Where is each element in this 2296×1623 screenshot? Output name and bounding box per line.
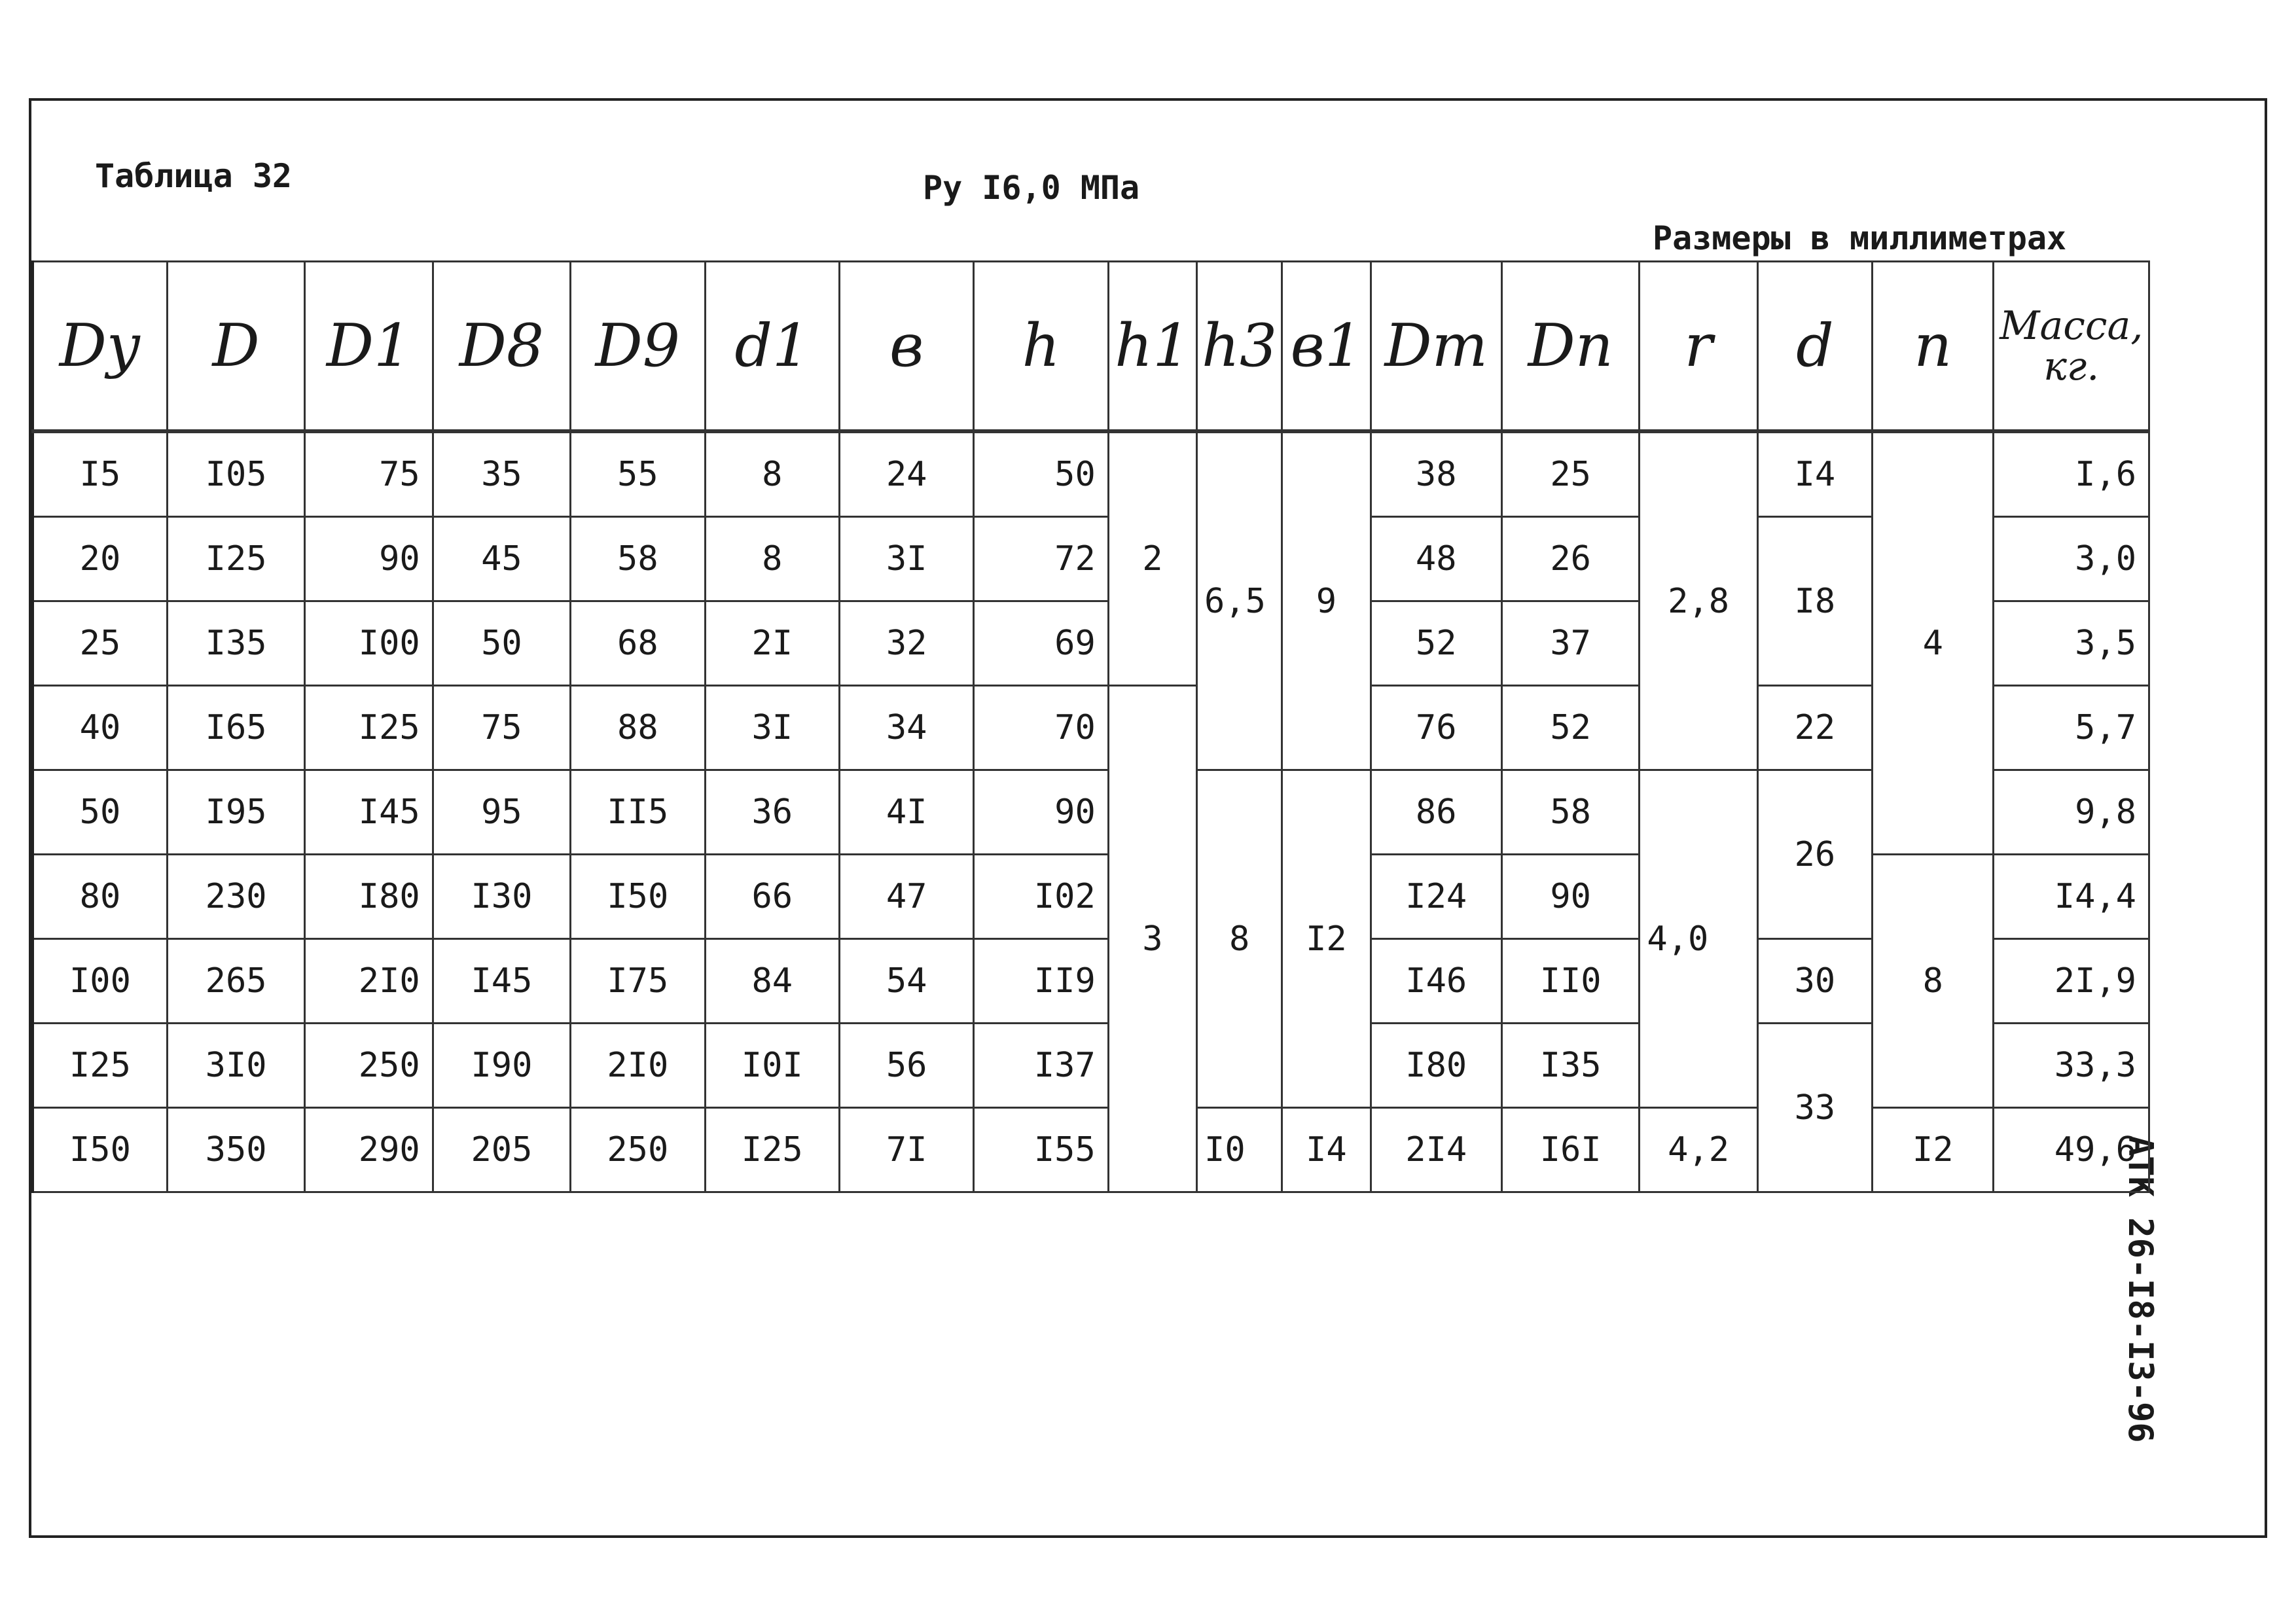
- cell-d9: 88: [571, 686, 705, 770]
- cell-dn: II0: [1501, 939, 1639, 1024]
- cell-dn: 52: [1501, 686, 1639, 770]
- col-header-r: r: [1640, 262, 1757, 432]
- col-header-d1: D1: [305, 262, 433, 432]
- table-row: [33, 770, 2149, 855]
- cell-mass: 49,6: [1994, 1108, 2149, 1192]
- cell-b1-group: I2: [1282, 770, 1371, 1108]
- cell-dy: I50: [33, 1108, 167, 1192]
- cell-d9: I50: [571, 855, 705, 939]
- cell-n-group: I2: [1873, 1108, 1994, 1192]
- cell-d: 230: [167, 855, 304, 939]
- cell-dn: I35: [1501, 1024, 1639, 1108]
- dimensions-table: [31, 260, 2150, 1193]
- cell-dn: 25: [1501, 431, 1639, 517]
- col-header-h: h: [974, 262, 1108, 432]
- col-header-b1: в1: [1282, 262, 1371, 432]
- cell-b: 47: [839, 855, 973, 939]
- table-row: [33, 1024, 2149, 1108]
- cell-dm: 48: [1371, 517, 1501, 601]
- cell-dy: 20: [33, 517, 167, 601]
- cell-b1-group: I4: [1282, 1108, 1371, 1192]
- col-header-dy: Dу: [33, 262, 167, 432]
- cell-small-d1: 2I: [705, 601, 839, 686]
- cell-d1: I25: [305, 686, 433, 770]
- cell-d9: II5: [571, 770, 705, 855]
- cell-d1: I80: [305, 855, 433, 939]
- cell-d1: I45: [305, 770, 433, 855]
- cell-d1: 2I0: [305, 939, 433, 1024]
- cell-dy: I00: [33, 939, 167, 1024]
- cell-b: 32: [839, 601, 973, 686]
- cell-small-d-group: 30: [1757, 939, 1872, 1024]
- cell-dm: I46: [1371, 939, 1501, 1024]
- cell-dm: 76: [1371, 686, 1501, 770]
- cell-d: 265: [167, 939, 304, 1024]
- cell-d8: I45: [433, 939, 570, 1024]
- cell-d: I05: [167, 431, 304, 517]
- cell-small-d-group: I8: [1757, 517, 1872, 686]
- cell-h3-group: 8: [1197, 770, 1282, 1108]
- cell-mass: 3,0: [1994, 517, 2149, 601]
- cell-d9: 55: [571, 431, 705, 517]
- cell-h: II9: [974, 939, 1108, 1024]
- cell-b: 7I: [839, 1108, 973, 1192]
- cell-d: I95: [167, 770, 304, 855]
- cell-dy: I25: [33, 1024, 167, 1108]
- cell-dm: 38: [1371, 431, 1501, 517]
- cell-mass: 3,5: [1994, 601, 2149, 686]
- cell-dy: 25: [33, 601, 167, 686]
- cell-h: 70: [974, 686, 1108, 770]
- cell-h3-group: 6,5: [1197, 431, 1282, 770]
- col-header-mass: Масса, кг.: [1994, 262, 2149, 432]
- cell-mass: 2I,9: [1994, 939, 2149, 1024]
- cell-dy: 50: [33, 770, 167, 855]
- cell-dn: 90: [1501, 855, 1639, 939]
- cell-h: I02: [974, 855, 1108, 939]
- cell-small-d1: 66: [705, 855, 839, 939]
- cell-dm: 86: [1371, 770, 1501, 855]
- col-header-dn: Dn: [1501, 262, 1639, 432]
- cell-mass: 5,7: [1994, 686, 2149, 770]
- cell-dm: I80: [1371, 1024, 1501, 1108]
- cell-dn: I6I: [1501, 1108, 1639, 1192]
- cell-mass: 33,3: [1994, 1024, 2149, 1108]
- cell-dn: 26: [1501, 517, 1639, 601]
- cell-small-d1: I0I: [705, 1024, 839, 1108]
- cell-r-group: 4,0: [1640, 770, 1757, 1108]
- cell-d8: 45: [433, 517, 570, 601]
- cell-h: 69: [974, 601, 1108, 686]
- cell-d9: 58: [571, 517, 705, 601]
- cell-h: I55: [974, 1108, 1108, 1192]
- cell-small-d-group: 26: [1757, 770, 1872, 939]
- cell-small-d-group: I4: [1757, 431, 1872, 517]
- table-row: [33, 517, 2149, 601]
- col-header-d8: D8: [433, 262, 570, 432]
- cell-d8: 35: [433, 431, 570, 517]
- col-header-h3: h3: [1197, 262, 1282, 432]
- cell-d1: I00: [305, 601, 433, 686]
- cell-dn: 58: [1501, 770, 1639, 855]
- col-header-h1: h1: [1108, 262, 1196, 432]
- table-label: Таблица 32: [95, 157, 293, 195]
- cell-h: 50: [974, 431, 1108, 517]
- cell-d: I35: [167, 601, 304, 686]
- cell-mass: I4,4: [1994, 855, 2149, 939]
- cell-dy: 40: [33, 686, 167, 770]
- col-header-small-d1: d1: [705, 262, 839, 432]
- document-code: АТК 26-I8-I3-96: [2121, 1135, 2160, 1443]
- cell-b: 4I: [839, 770, 973, 855]
- cell-b: 3I: [839, 517, 973, 601]
- table-row: [33, 686, 2149, 770]
- cell-small-d1: 84: [705, 939, 839, 1024]
- cell-small-d-group: 22: [1757, 686, 1872, 770]
- cell-d: I25: [167, 517, 304, 601]
- cell-d8: I90: [433, 1024, 570, 1108]
- cell-small-d-group: 33: [1757, 1024, 1872, 1192]
- cell-d1: 75: [305, 431, 433, 517]
- cell-dm: I24: [1371, 855, 1501, 939]
- cell-d8: 95: [433, 770, 570, 855]
- col-header-dm: Dm: [1371, 262, 1501, 432]
- cell-small-d1: 3I: [705, 686, 839, 770]
- units-note: Размеры в миллиметрах: [1653, 219, 2067, 257]
- cell-small-d1: I25: [705, 1108, 839, 1192]
- cell-r-group: 2,8: [1640, 431, 1757, 770]
- cell-d1: 90: [305, 517, 433, 601]
- cell-d1: 290: [305, 1108, 433, 1192]
- col-header-small-d: d: [1757, 262, 1872, 432]
- cell-b: 24: [839, 431, 973, 517]
- cell-dm: 2I4: [1371, 1108, 1501, 1192]
- cell-h1-group: 3: [1108, 686, 1196, 1192]
- cell-h: I37: [974, 1024, 1108, 1108]
- col-header-n: n: [1873, 262, 1994, 432]
- cell-d: I65: [167, 686, 304, 770]
- cell-b: 56: [839, 1024, 973, 1108]
- pressure-rating: Ру I6,0 МПа: [923, 169, 1140, 207]
- cell-d1: 250: [305, 1024, 433, 1108]
- cell-n-group: 8: [1873, 855, 1994, 1108]
- cell-d9: 2I0: [571, 1024, 705, 1108]
- cell-dy: I5: [33, 431, 167, 517]
- cell-small-d1: 8: [705, 431, 839, 517]
- cell-b: 54: [839, 939, 973, 1024]
- cell-d: 350: [167, 1108, 304, 1192]
- cell-d9: I75: [571, 939, 705, 1024]
- cell-r-group: 4,2: [1640, 1108, 1757, 1192]
- cell-d9: 68: [571, 601, 705, 686]
- cell-dm: 52: [1371, 601, 1501, 686]
- table-row: [33, 431, 2149, 517]
- col-header-d9: D9: [571, 262, 705, 432]
- cell-mass: I,6: [1994, 431, 2149, 517]
- cell-h: 72: [974, 517, 1108, 601]
- cell-d8: 205: [433, 1108, 570, 1192]
- cell-b1-group: 9: [1282, 431, 1371, 770]
- col-header-b: в: [839, 262, 973, 432]
- cell-d8: 75: [433, 686, 570, 770]
- cell-mass: 9,8: [1994, 770, 2149, 855]
- cell-small-d1: 36: [705, 770, 839, 855]
- cell-d8: 50: [433, 601, 570, 686]
- cell-d: 3I0: [167, 1024, 304, 1108]
- cell-h: 90: [974, 770, 1108, 855]
- table-row: [33, 939, 2149, 1024]
- cell-small-d1: 8: [705, 517, 839, 601]
- cell-b: 34: [839, 686, 973, 770]
- col-header-d: D: [167, 262, 304, 432]
- cell-dn: 37: [1501, 601, 1639, 686]
- cell-d8: I30: [433, 855, 570, 939]
- cell-d9: 250: [571, 1108, 705, 1192]
- header-row: [33, 262, 2149, 432]
- cell-n-group: 4: [1873, 431, 1994, 855]
- cell-h1-group: 2: [1108, 431, 1196, 686]
- cell-h3-group: I0: [1197, 1108, 1282, 1192]
- cell-dy: 80: [33, 855, 167, 939]
